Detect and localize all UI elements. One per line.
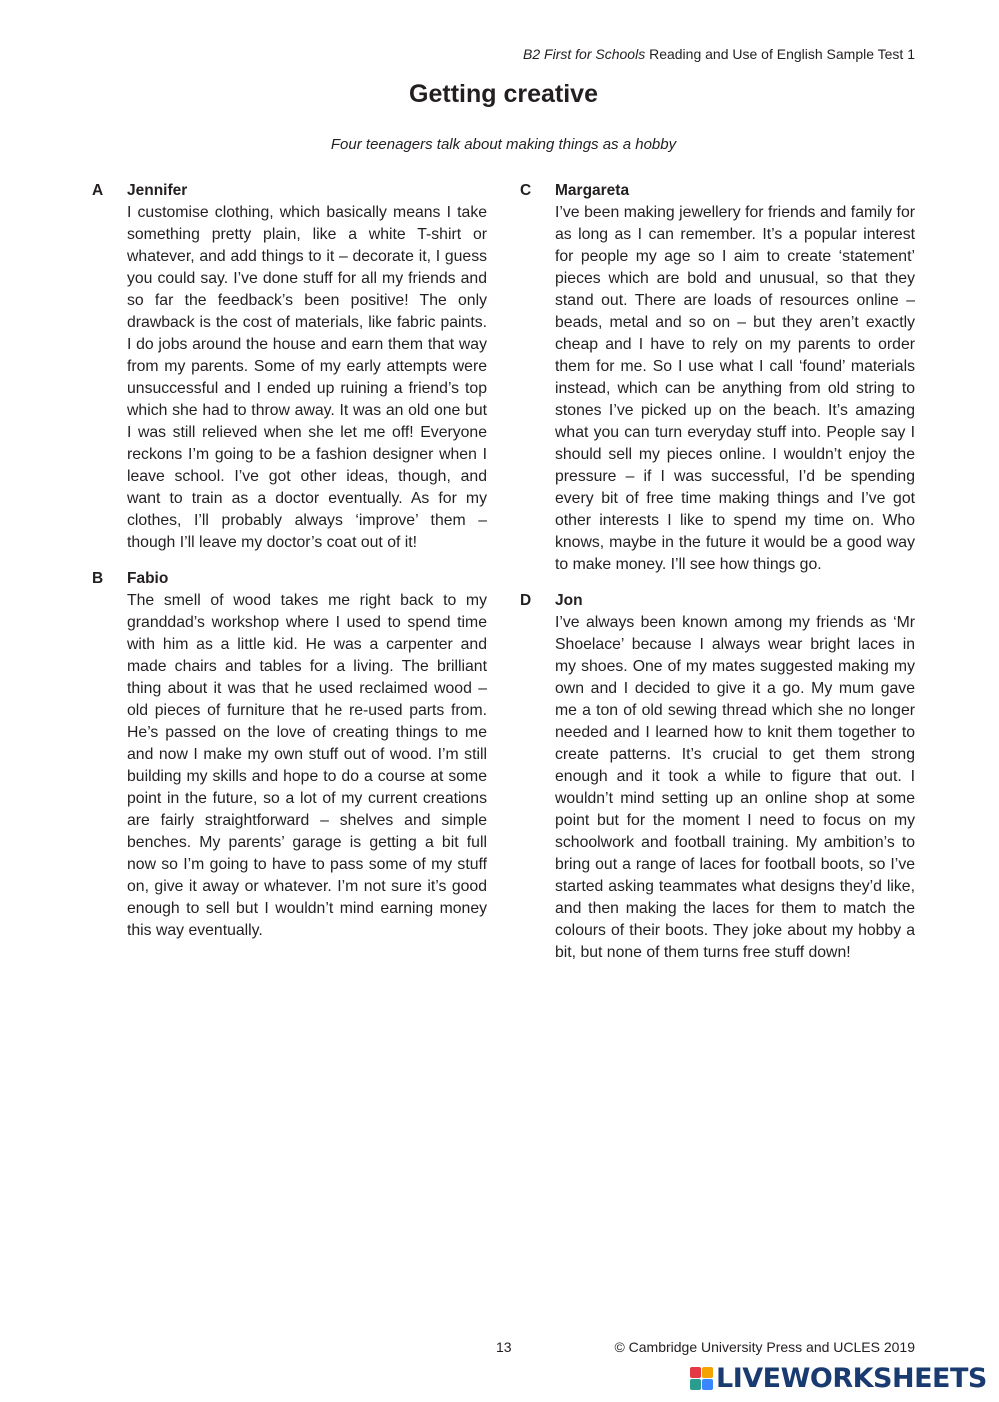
section-letter: C [520,182,532,199]
section-name: Fabio [127,570,169,587]
section-text: I’ve always been known among my friends as ‘Mr Shoelace’ because I always wear bright laces in my shoes. One of my mates suggested making my own and I decided to give it a go. My mum gave me a ton of old sewing thread which she no longer needed and I learned how to knit them together to create patterns. It’s crucial to get them strong enough and it took a while to figure that out. I wouldn’t mind setting up an online shop at some point but for the moment I need to focus on my schoolwork and football training. My ambition’s to bring out a range of laces for football boots, so I’ve started asking teammates what designs they’d like, and then making the laces for them to match the colours of their boots. They joke about my hobby a bit, but none of them turns free stuff down! [555,614,915,961]
logo-block [690,1379,701,1390]
section-a [92,180,487,554]
section-content [555,590,915,964]
section-content [555,180,915,576]
section-c [520,180,915,576]
section-name: Margareta [555,182,630,199]
header-test-name: B2 First for Schools [523,46,646,62]
logo-block [690,1367,701,1378]
page-number: 13 [496,1339,512,1355]
header-test-reference [523,46,915,62]
section-b [92,568,487,942]
copyright-notice: © Cambridge University Press and UCLES 2019 [614,1339,915,1355]
section-d [520,590,915,964]
left-column [92,180,487,956]
logo-block [702,1379,713,1390]
section-text: I customise clothing, which basically means I take something pretty plain, like a white T-shirt or whatever, and add things to it – decorate it, I guess you could say. I’ve done stuff for all my friends and so far the feedback’s been positive! The only drawback is the cost of materials, like fabric paints. I do jobs around the house and earn them that way from my parents. Some of my early attempts were unsuccessful and I ended up ruining a friend’s top which she had to throw away. It was an old one but I was still relieved when she let me off! Everyone reckons I’m going to be a fashion designer when I leave school. I’ve got other ideas, though, and want to train as a doctor eventually. As for my clothes, I’ll probably always ‘improve’ them – though I’ll leave my doctor’s coat out of it! [127,204,487,551]
section-text: The smell of wood takes me right back to my granddad’s workshop where I used to spend time with him as a little kid. He was a carpenter and made chairs and tables for a living. The brilliant thing about it was that he used reclaimed wood – old pieces of furniture that he re-used parts from. He’s passed on the love of creating things to me and now I make my own stuff out of wood. I’m still building my skills and hope to do a course at some point in the future, so a lot of my current creations are fairly straightforward – shelves and simple benches. My parents’ garage is getting a bit full now so I’m going to have to pass some of my stuff on, give it away or whatever. I’m not sure it’s good enough to sell but I wouldn’t mind earning money this way eventually. [127,592,487,939]
page-title: Getting creative [409,80,598,108]
right-column [520,180,915,978]
section-name: Jon [555,592,583,609]
logo-text: LIVEWORKSHEETS [716,1362,987,1394]
logo-block [702,1367,713,1378]
section-name: Jennifer [127,182,188,199]
section-letter: A [92,182,104,199]
liveworksheets-logo[interactable] [690,1362,987,1394]
section-letter: B [92,570,104,587]
section-letter: D [520,592,532,609]
header-test-detail: Reading and Use of English Sample Test 1 [645,46,915,62]
section-content [127,180,487,554]
logo-blocks-icon [690,1367,713,1390]
section-content [127,568,487,942]
section-text: I’ve been making jewellery for friends and family for as long as I can remember. It’s a popular interest for people my age so I aim to create ‘statement’ pieces which are bold and unusual, so that they stand out. There are loads of resources online – beads, metal and so on – but they aren’t exactly cheap and I have to rely on my parents to order them for me. So I use what I call ‘found’ materials instead, which can be anything from old string to stones I’ve picked up on the beach. It’s amazing what you can turn everyday stuff into. People say I should sell my pieces online. I wouldn’t enjoy the pressure – if I was successful, I’d be spending every bit of free time making things and I’ve got other interests I like to spend my time on. Who knows, maybe in the future it would be a good way to make money. I’ll see how things go. [555,204,915,573]
page-subtitle: Four teenagers talk about making things as a hobby [330,136,677,153]
